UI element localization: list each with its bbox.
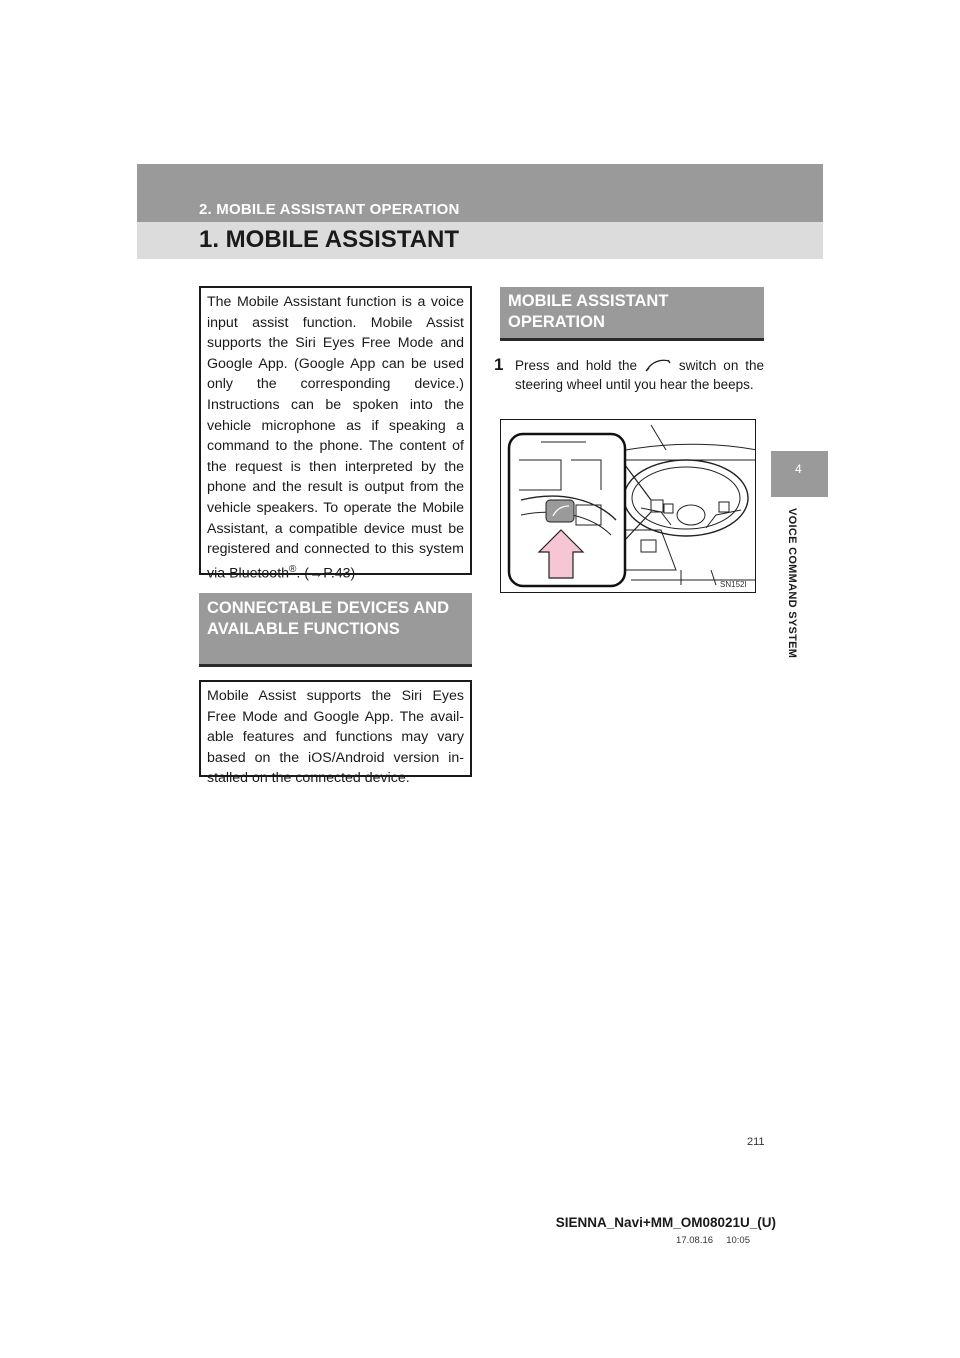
registered-mark: ® <box>289 563 297 575</box>
section-label: 2. MOBILE ASSISTANT OPERATION <box>199 201 460 218</box>
timestamp: 17.08.16 10:05 <box>676 1235 750 1246</box>
page-title: 1. MOBILE ASSISTANT <box>199 226 460 253</box>
steering-wheel-illustration <box>500 419 756 593</box>
page-number: 211 <box>747 1136 765 1148</box>
operation-heading: MOBILE ASSISTANT OPERATION <box>500 287 764 338</box>
devices-heading: CONNECTABLE DEVICES AND AVAILABLE FUNCTIONS <box>199 593 472 664</box>
bluetooth-word: Bluetooth <box>229 565 290 582</box>
step-text-before: Press and hold the <box>515 358 638 373</box>
phone-handset-icon <box>644 358 672 372</box>
chapter-number: 4 <box>795 462 802 476</box>
step-text-after: switch on the steering wheel until you hear the beeps. <box>515 358 764 392</box>
document-code: SIENNA_Navi+MM_OM08021U_(U) <box>555 1215 776 1230</box>
step-1 <box>494 356 764 394</box>
intro-paragraph <box>207 292 464 584</box>
intro-text: The Mobile Assistant function is a voice input assist function. Mobile Assist supports the Siri Eyes Free Mode and Google App. (Google App can be used only the corresponding device.) Instructions can be spoken into the vehicle microphone as if speaking a command to the phone. The content of the request is then interpreted by the phone and the result is output from the vehicle speakers. To operate the Mobile Assistant, a compatible device must be registered and connected to this system via <box>207 294 464 582</box>
devices-box <box>199 680 472 787</box>
chapter-label: VOICE COMMAND SYSTEM <box>786 508 798 659</box>
chapter-label-container <box>786 508 800 678</box>
page-reference: . (→P.43) <box>296 565 356 582</box>
step-number: 1 <box>494 355 504 374</box>
devices-text: Mobile Assist supports the Siri Eyes Free Mode and Google App. The avail- able features and functions may vary based on the iOS/Android version in- stalled on the connected device. <box>207 688 464 787</box>
step-text <box>515 356 764 394</box>
illustration-code: SN152I <box>720 580 747 589</box>
intro-box <box>199 286 472 582</box>
